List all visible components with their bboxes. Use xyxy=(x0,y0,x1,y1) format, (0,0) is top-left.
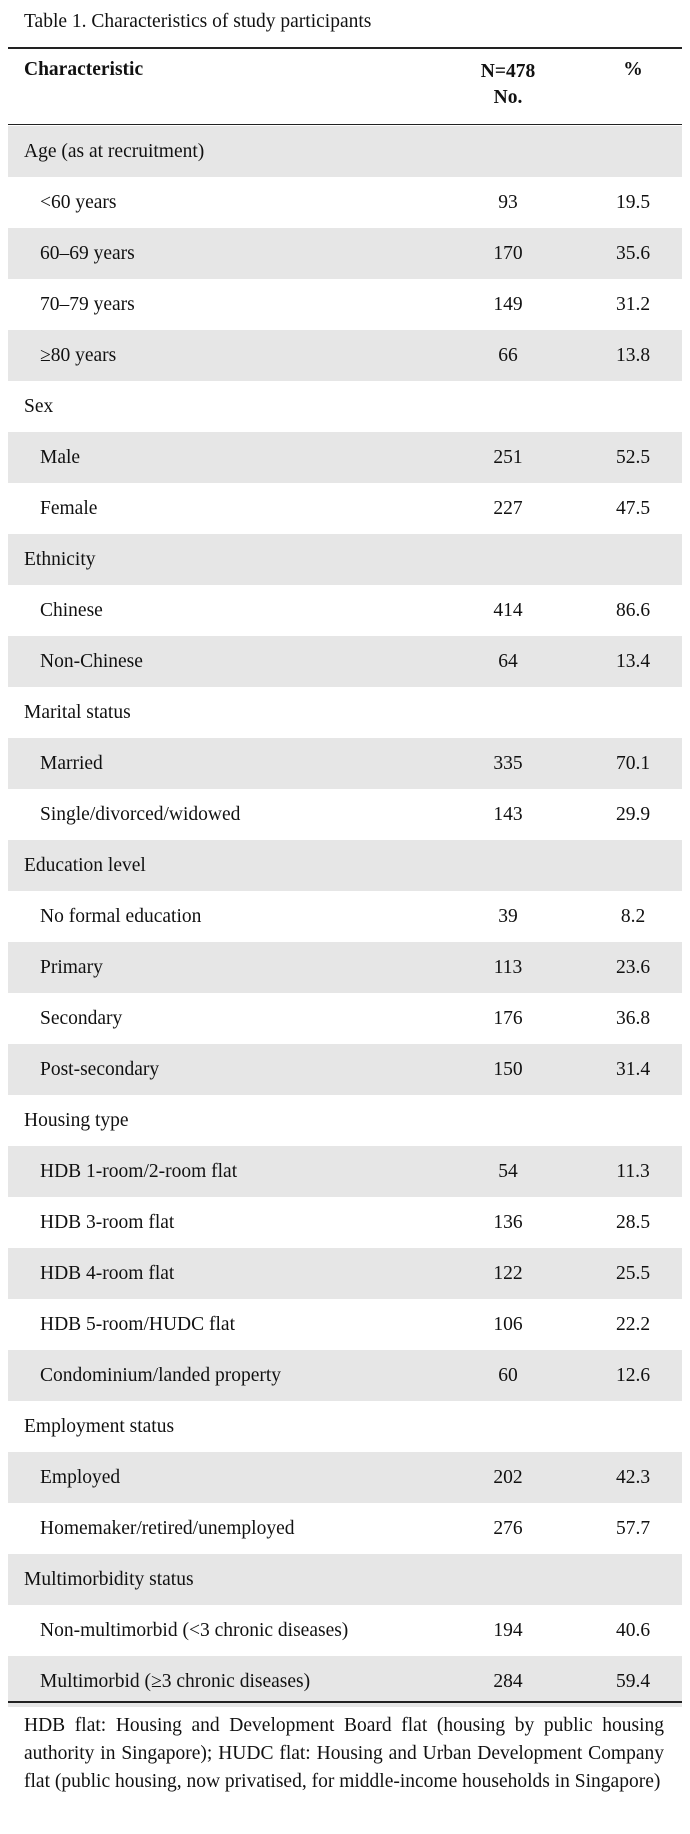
table-row xyxy=(8,1350,682,1401)
row-label: Homemaker/retired/unemployed xyxy=(40,1518,295,1539)
row-count: 276 xyxy=(493,1518,523,1539)
row-percent: 12.6 xyxy=(615,1365,651,1386)
row-label: Multimorbid (≥3 chronic diseases) xyxy=(40,1671,311,1692)
table-row xyxy=(8,1197,682,1248)
row-percent: 70.1 xyxy=(615,753,651,774)
table-row xyxy=(8,942,682,993)
row-percent: 57.7 xyxy=(615,1518,651,1539)
table-footnote: HDB flat: Housing and Development Board flat (housing by public housing authority in Singapore); HUDC flat: Housing and Urban Development Company flat (public housing, now privatised, for middle-income households in Singapore) xyxy=(24,1715,664,1792)
row-count: 143 xyxy=(493,804,523,825)
row-count: 284 xyxy=(493,1671,523,1692)
table-row xyxy=(8,1605,682,1656)
row-percent: 8.2 xyxy=(620,906,646,927)
row-label: Condominium/landed property xyxy=(40,1365,282,1386)
row-count: 136 xyxy=(493,1212,523,1233)
row-percent: 59.4 xyxy=(615,1671,651,1692)
row-count: 194 xyxy=(493,1620,523,1641)
row-label: HDB 5-room/HUDC flat xyxy=(40,1314,235,1335)
row-label: Post-secondary xyxy=(40,1059,160,1080)
row-count: 64 xyxy=(498,651,518,672)
row-label: Female xyxy=(40,498,98,519)
table-row xyxy=(8,1299,682,1350)
table-row xyxy=(8,1146,682,1197)
header-n-total: N=478 xyxy=(480,61,536,82)
row-percent: 31.4 xyxy=(615,1059,651,1080)
group-label: Age (as at recruitment) xyxy=(24,141,205,162)
table-row xyxy=(8,279,682,330)
row-count: 202 xyxy=(493,1467,523,1488)
table-row xyxy=(8,738,682,789)
row-label: Male xyxy=(40,447,81,468)
row-percent: 35.6 xyxy=(615,243,651,264)
row-count: 113 xyxy=(493,957,523,978)
row-label: HDB 1-room/2-room flat xyxy=(40,1161,238,1182)
table-bottom-rule xyxy=(8,1701,682,1703)
header-no: No. xyxy=(493,87,523,108)
table-row xyxy=(8,228,682,279)
row-percent: 13.4 xyxy=(615,651,651,672)
row-count: 414 xyxy=(493,600,523,621)
row-percent: 19.5 xyxy=(615,192,651,213)
row-percent: 11.3 xyxy=(616,1161,650,1182)
row-count: 39 xyxy=(498,906,518,927)
row-count: 335 xyxy=(493,753,523,774)
table-group-row xyxy=(8,840,682,891)
table-row xyxy=(8,1656,682,1707)
header-characteristic: Characteristic xyxy=(24,59,144,80)
row-percent: 86.6 xyxy=(615,600,651,621)
row-count: 54 xyxy=(498,1161,518,1182)
table-caption: Table 1. Characteristics of study participants xyxy=(24,11,372,32)
table-row xyxy=(8,432,682,483)
table-header-rule xyxy=(8,124,682,125)
table-group-row xyxy=(8,1095,682,1146)
group-label: Marital status xyxy=(24,702,131,723)
row-label: Chinese xyxy=(40,600,103,621)
table-group-row xyxy=(8,126,682,177)
row-percent: 28.5 xyxy=(615,1212,651,1233)
row-label: Primary xyxy=(40,957,103,978)
row-label: 70–79 years xyxy=(40,294,135,315)
table-row xyxy=(8,1452,682,1503)
table-group-row xyxy=(8,687,682,738)
table-row xyxy=(8,636,682,687)
table-header xyxy=(8,49,682,123)
row-label: Single/divorced/widowed xyxy=(40,804,241,825)
row-count: 122 xyxy=(493,1263,523,1284)
row-count: 176 xyxy=(493,1008,523,1029)
row-percent: 13.8 xyxy=(615,345,651,366)
row-percent: 22.2 xyxy=(615,1314,651,1335)
group-label: Housing type xyxy=(24,1110,129,1131)
row-label: Married xyxy=(40,753,103,774)
row-percent: 29.9 xyxy=(615,804,651,825)
row-count: 251 xyxy=(493,447,523,468)
table-row xyxy=(8,789,682,840)
row-label: Non-Chinese xyxy=(40,651,143,672)
row-count: 170 xyxy=(493,243,523,264)
row-count: 149 xyxy=(493,294,523,315)
row-count: 60 xyxy=(498,1365,518,1386)
table-row xyxy=(8,585,682,636)
header-n-count xyxy=(448,59,568,111)
row-percent: 23.6 xyxy=(615,957,651,978)
row-label: 60–69 years xyxy=(40,243,135,264)
table-row xyxy=(8,993,682,1044)
group-label: Employment status xyxy=(24,1416,175,1437)
row-percent: 47.5 xyxy=(615,498,651,519)
group-label: Multimorbidity status xyxy=(24,1569,194,1590)
row-label: Non-multimorbid (<3 chronic diseases) xyxy=(40,1620,349,1641)
group-label: Ethnicity xyxy=(24,549,96,570)
table-row xyxy=(8,891,682,942)
table-group-row xyxy=(8,381,682,432)
row-count: 66 xyxy=(498,345,518,366)
table-group-row xyxy=(8,534,682,585)
row-label: HDB 4-room flat xyxy=(40,1263,175,1284)
row-label: Secondary xyxy=(40,1008,123,1029)
row-label: Employed xyxy=(40,1467,121,1488)
row-label: HDB 3-room flat xyxy=(40,1212,175,1233)
row-count: 227 xyxy=(493,498,523,519)
row-label: No formal education xyxy=(40,906,202,927)
row-percent: 42.3 xyxy=(615,1467,651,1488)
table-row xyxy=(8,330,682,381)
row-count: 93 xyxy=(498,192,518,213)
table-group-row xyxy=(8,1401,682,1452)
row-percent: 40.6 xyxy=(615,1620,651,1641)
row-percent: 31.2 xyxy=(615,294,651,315)
group-label: Sex xyxy=(24,396,54,417)
table-row xyxy=(8,1248,682,1299)
row-percent: 25.5 xyxy=(615,1263,651,1284)
table-row xyxy=(8,177,682,228)
table-row xyxy=(8,1044,682,1095)
group-label: Education level xyxy=(24,855,146,876)
row-label: ≥80 years xyxy=(40,345,117,366)
table-row xyxy=(8,483,682,534)
row-percent: 36.8 xyxy=(615,1008,651,1029)
row-percent: 52.5 xyxy=(615,447,651,468)
row-count: 106 xyxy=(493,1314,523,1335)
row-label: <60 years xyxy=(40,192,117,213)
row-count: 150 xyxy=(493,1059,523,1080)
table-body xyxy=(8,126,682,1707)
header-percent: % xyxy=(623,59,643,80)
table-group-row xyxy=(8,1554,682,1605)
table-row xyxy=(8,1503,682,1554)
